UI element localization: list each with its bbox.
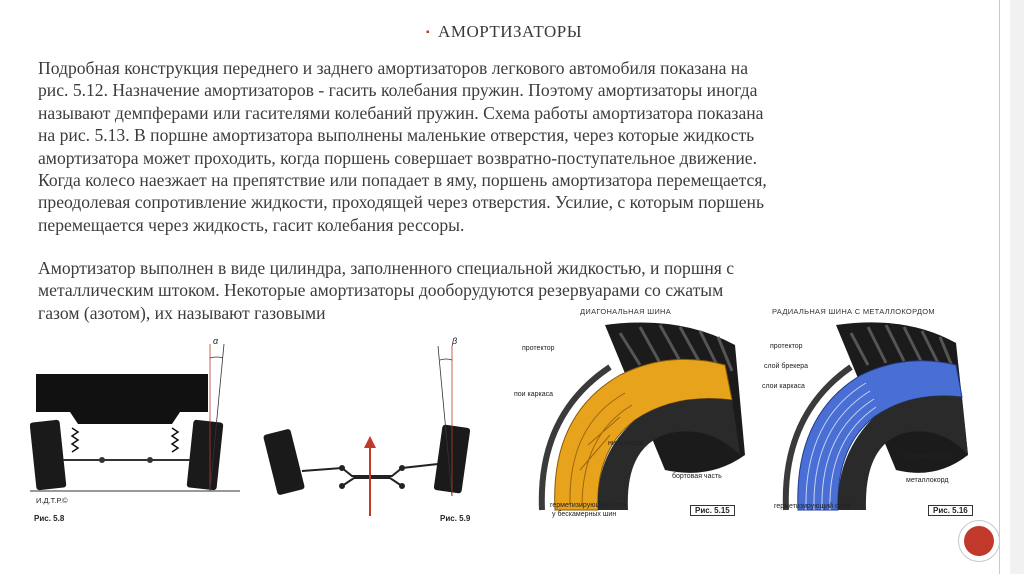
figure-5-9 (262, 336, 482, 526)
paragraph-line: Когда колесо наезжает на препятствие или попадает в яму, поршень амортизатора перемещается, (38, 170, 767, 191)
paragraph-line: газом (азотом), их называют газовыми (38, 302, 326, 323)
figure-5-16 (756, 305, 976, 525)
radial-tire-title: РАДИАЛЬНАЯ ШИНА С МЕТАЛЛОКОРДОМ (772, 307, 935, 316)
slide-border-line (999, 0, 1000, 574)
paragraph-line: на рис. 5.13. В поршне амортизатора выполнены маленькие отверстия, через которые жидкость (38, 125, 755, 146)
paragraph-1 (38, 57, 998, 236)
paragraph-line: рис. 5.12. Назначение амортизаторов - гасить колебания пружин. Поэтому амортизаторы иногда (38, 80, 758, 101)
label-protector: протектор (770, 343, 803, 350)
paragraph-line: металлическим штоком. Некоторые амортизаторы дооборудуются резервуарами со сжатым (38, 280, 724, 301)
paragraph-line: амортизатора может проходить, когда поршень совершает возвратно-поступательное движение. (38, 147, 757, 168)
label-ply: слои каркаса (762, 383, 805, 390)
paragraph-line: Амортизатор выполнен в виде цилиндра, заполненного специальной жидкостью, и поршня с (38, 258, 735, 278)
slide-nav-button[interactable] (958, 520, 1000, 562)
paragraph-line: называют демпферами или гасителями колебаний пружин. Схема работы амортизатора показана (38, 102, 764, 123)
slide-side-bar (1010, 0, 1024, 574)
label-bead: бортовая часть (900, 453, 950, 460)
label-metalcord: металлокорд (906, 477, 949, 484)
angle-alpha-label: α (213, 336, 219, 346)
figure-5-16-caption: Рис. 5.16 (928, 505, 973, 516)
label-ply: пои каркаса (514, 391, 554, 398)
figure-5-8-caption: Рис. 5.8 (34, 514, 65, 523)
label-protector: протектор (522, 345, 555, 352)
label-seal-1: герметизирующий слой (550, 502, 627, 509)
paragraph-line: преодолевая сопротивление жидкости, проходящей через отверстия. Усилие, с которым поршень (38, 192, 764, 213)
nav-circle-icon (964, 526, 994, 556)
slide-heading (426, 22, 582, 42)
radial-tire-illustration (756, 305, 976, 525)
heading-bullet: ▪ (426, 27, 431, 38)
suspension-travel-diagram (262, 336, 482, 526)
figure-5-15 (510, 305, 750, 525)
paragraph-line: перемещается через жидкость, гасит колебания рессоры. (38, 214, 465, 235)
label-breaker: слой брекера (764, 363, 809, 370)
figure-5-15-caption: Рис. 5.15 (690, 505, 735, 516)
diagonal-tire-title: ДИАГОНАЛЬНАЯ ШИНА (580, 307, 672, 316)
figure-5-8 (30, 336, 245, 526)
diagonal-tire-illustration (510, 305, 750, 525)
label-seal-2: у бескамерных шин (552, 511, 617, 518)
paragraph-line: Подробная конструкция переднего и заднего амортизаторов легкового автомобиля показана на (38, 58, 749, 78)
angle-beta-label: β (452, 336, 458, 346)
label-bead: бортовая часть (672, 473, 722, 480)
figure-credit: И.Д.Т.Р.© (36, 496, 68, 505)
label-cord: нити корда (608, 440, 644, 447)
label-seal: герметизирующий слой (774, 503, 851, 510)
figure-5-9-caption: Рис. 5.9 (440, 514, 471, 523)
heading-title: АМОРТИЗАТОРЫ (438, 22, 583, 41)
